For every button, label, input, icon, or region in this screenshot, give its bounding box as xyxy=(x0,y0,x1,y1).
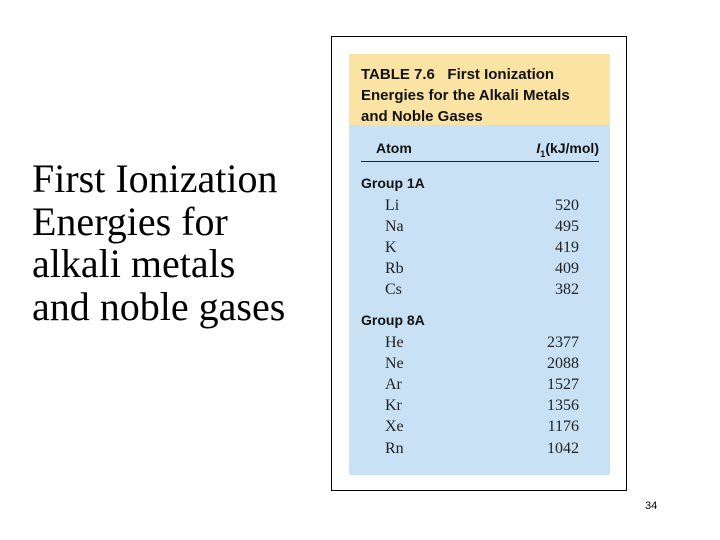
ionization-table xyxy=(349,54,610,475)
slide-text-line: alkali metals xyxy=(32,241,236,286)
ionization-energy: 495 xyxy=(555,218,579,235)
energy-subscript: 1 xyxy=(540,148,546,159)
atom-symbol: He xyxy=(385,334,404,351)
group-label-1a: Group 1A xyxy=(361,175,425,191)
ionization-energy: 520 xyxy=(555,197,579,214)
slide-text-line: First Ionization xyxy=(32,156,278,201)
ionization-energy: 409 xyxy=(555,260,579,277)
atom-symbol: Cs xyxy=(385,281,402,298)
atom-symbol: Rb xyxy=(385,260,404,277)
table-row xyxy=(349,355,610,376)
table-title-line: TABLE 7.6 First Ionization xyxy=(361,66,555,83)
atom-symbol: K xyxy=(385,239,397,256)
table-row xyxy=(349,397,610,418)
slide-text-line: Energies for xyxy=(32,198,228,244)
table-row xyxy=(349,281,610,302)
table-title-line: Energies for the Alkali Metals xyxy=(361,87,570,104)
table-row xyxy=(349,218,610,239)
ionization-energy: 382 xyxy=(555,281,579,298)
table-row xyxy=(349,239,610,260)
table-row xyxy=(349,260,610,281)
ionization-energy: 2377 xyxy=(547,334,579,351)
ionization-energy: 1042 xyxy=(547,440,579,457)
table-row xyxy=(349,440,610,461)
table-row xyxy=(349,418,610,439)
atom-symbol: Ne xyxy=(385,355,404,372)
atom-symbol: Kr xyxy=(385,397,402,414)
table-row xyxy=(349,197,610,218)
atom-symbol: Xe xyxy=(385,418,404,435)
ionization-energy: 419 xyxy=(555,239,579,256)
table-title-line: and Noble Gases xyxy=(361,108,483,125)
table-title xyxy=(361,64,570,127)
ionization-energy: 2088 xyxy=(547,355,579,372)
atom-symbol: Li xyxy=(385,197,400,214)
column-header-atom: Atom xyxy=(376,140,412,156)
energy-unit: (kJ/mol) xyxy=(545,140,599,156)
energy-symbol: I xyxy=(536,140,541,156)
ionization-energy: 1356 xyxy=(547,397,579,414)
header-divider xyxy=(361,161,599,162)
atom-symbol: Ar xyxy=(385,376,402,393)
atom-symbol: Rn xyxy=(385,440,404,457)
column-header-energy xyxy=(536,140,599,159)
table-image-frame xyxy=(331,36,627,491)
page-number: 34 xyxy=(645,500,658,512)
atom-symbol: Na xyxy=(385,218,404,235)
table-row xyxy=(349,334,610,355)
group-label-8a: Group 8A xyxy=(361,312,425,328)
table-row xyxy=(349,376,610,397)
slide-text-line: and noble gases xyxy=(32,283,286,329)
slide-body-text xyxy=(32,158,322,328)
table-title-banner xyxy=(349,54,610,125)
ionization-energy: 1527 xyxy=(547,376,579,393)
ionization-energy: 1176 xyxy=(547,418,579,435)
